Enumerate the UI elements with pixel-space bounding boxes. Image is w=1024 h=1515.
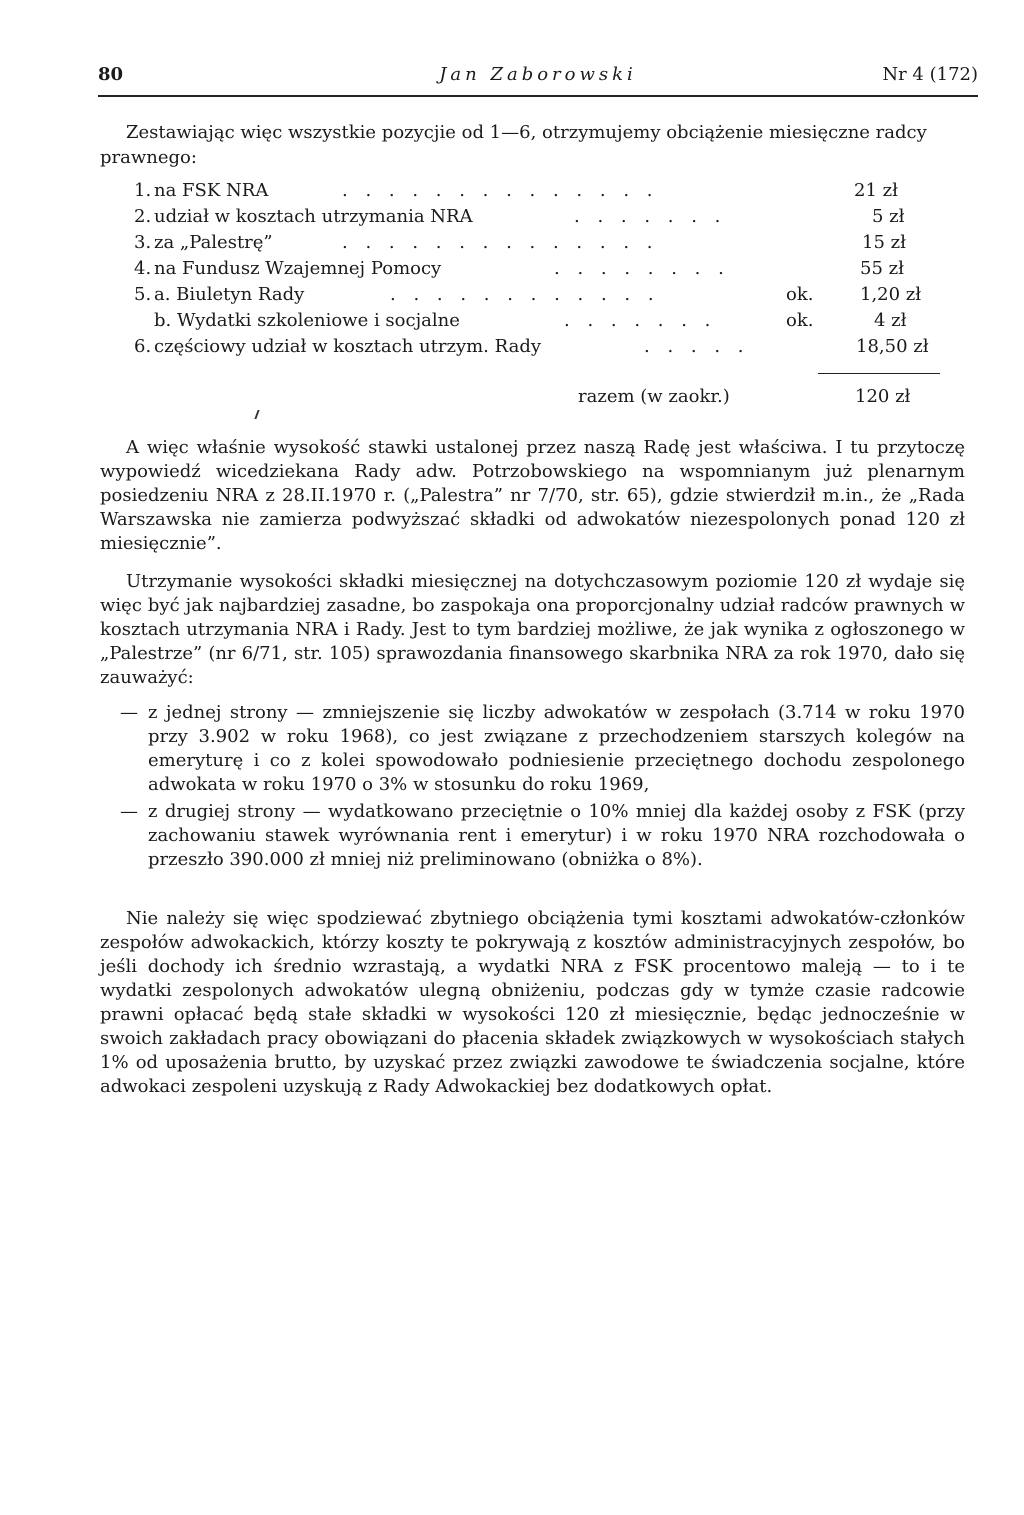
item-label: na FSK NRA	[154, 180, 269, 201]
dot-leader: . . . . . . .	[574, 206, 727, 227]
running-author: Jan Zaborowski	[439, 64, 637, 85]
dot-leader: . . . . . . . . . . . . . .	[342, 180, 659, 201]
item-number: 3.	[134, 232, 152, 253]
paragraph: Nie należy się więc spodziewać zbytniego obciążenia tymi kosztami adwokatów-członków zespołów adwokackich, którzy koszty te pokrywają z kosztów administracyjnych zespołów, bo jeśli dochody ich średnio wzrastają, a wydatki NRA z FSK procentowo maleją — to i te wydatki zespolonych adwokatów ulegną obniżeniu, podczas gdy w tymże czasie radcowie prawni opłacać będą stałe składki w wysokości 120 zł miesięcznie, będąc jednocześnie w swoich zakładach pracy obowiązani do płacenia składek związkowych w wysokościach stałych 1% od uposażenia brutto, by uzyskać przez związki zawodowe te świadczenia socjalne, które adwokaci zespoleni uzyskują z Rady Adwokackiej bez dodatkowych opłat.	[100, 908, 965, 1097]
item-label: udział w kosztach utrzymania NRA	[154, 206, 473, 227]
ink-mark	[254, 410, 259, 419]
item-amount: 1,20 zł	[860, 284, 922, 305]
item-number: 4.	[134, 258, 152, 279]
header-rule	[98, 95, 978, 97]
dash-list-item	[100, 701, 965, 797]
item-amount: 21 zł	[854, 180, 898, 201]
item-number: 2.	[134, 206, 152, 227]
sum-rule	[818, 373, 940, 374]
paragraph: A więc właśnie wysokość stawki ustalonej przez naszą Radę jest właściwa. I tu przytoczę wypowiedź wicedziekana Rady adw. Potrzobowskiego na wspomnianym już plenarnym posiedzeniu NRA z 28.II.1970 r. („Palestra” nr 7/70, str. 65), gdzie stwierdził m.in., że „Rada Warszawska nie zamierza podwyższać składki od adwokatów niezespolonych ponad 120 zł miesięcznie”.	[100, 437, 965, 554]
dash-marker: —	[120, 702, 138, 723]
dot-leader: . . . . . . .	[564, 310, 717, 331]
paragraph: Utrzymanie wysokości składki miesięcznej na dotychczasowym poziomie 120 zł wydaje się więc być jak najbardziej zasadne, bo zaspokaja ona proporcjonalny udział radców prawnych w kosztach utrzymania NRA i Rady. Jest to tym bardziej możliwe, że jak wynika z ogłoszonego w „Palestrze” (nr 6/71, str. 105) sprawozdania finansowego skarbnika NRA za rok 1970, dało się zauważyć:	[100, 571, 965, 688]
dash-marker: —	[120, 801, 138, 822]
total-value: 120 zł	[855, 386, 911, 407]
approx-label: ok.	[786, 310, 814, 331]
item-amount: 4 zł	[874, 310, 907, 331]
dash-list-item	[100, 800, 965, 872]
item-label: na Fundusz Wzajemnej Pomocy	[154, 258, 442, 279]
issue-number: Nr 4 (172)	[882, 64, 978, 85]
running-header	[98, 64, 978, 88]
total-label: razem (w zaokr.)	[578, 386, 730, 407]
dot-leader: . . . . .	[644, 336, 750, 357]
dot-leader: . . . . . . . .	[554, 258, 730, 279]
approx-label: ok.	[786, 284, 814, 305]
item-number: 5.	[134, 284, 152, 305]
item-amount: 5 zł	[872, 206, 905, 227]
dash-item-text: z jednej strony — zmniejszenie się liczby adwokatów w zespołach (3.714 w roku 1970 przy 3.902 w roku 1968), co jest związane z przechodzeniem starszych kolegów na emeryturę i co z kolei spowodowało podniesienie przeciętnego dochodu zespolonego adwokata w roku 1970 o 3% w stosunku do roku 1969,	[148, 702, 965, 795]
item-label: b. Wydatki szkoleniowe i socjalne	[154, 310, 460, 331]
intro-paragraph: Zestawiając więc wszystkie pozycjie od 1—6, otrzymujemy obciążenie miesięczne radcy prawnego:	[100, 122, 927, 168]
item-label: częściowy udział w kosztach utrzym. Rady	[154, 336, 542, 357]
dot-leader: . . . . . . . . . . . . . .	[342, 232, 659, 253]
item-label: a. Biuletyn Rady	[154, 284, 305, 305]
item-amount: 55 zł	[860, 258, 904, 279]
item-amount: 15 zł	[862, 232, 906, 253]
item-number: 6.	[134, 336, 152, 357]
item-label: za „Palestrę”	[154, 232, 273, 253]
item-number: 1.	[134, 180, 152, 201]
dot-leader: . . . . . . . . . . . .	[390, 284, 660, 305]
dash-item-text: z drugiej strony — wydatkowano przeciętnie o 10% mniej dla każdej osoby z FSK (przy zachowaniu stawek wyrównania rent i emerytur) i w roku 1970 NRA rozchodowała o przeszło 390.000 zł mniej niż preliminowano (obniżka o 8%).	[148, 801, 965, 870]
page-number: 80	[98, 64, 124, 85]
item-amount: 18,50 zł	[856, 336, 929, 357]
